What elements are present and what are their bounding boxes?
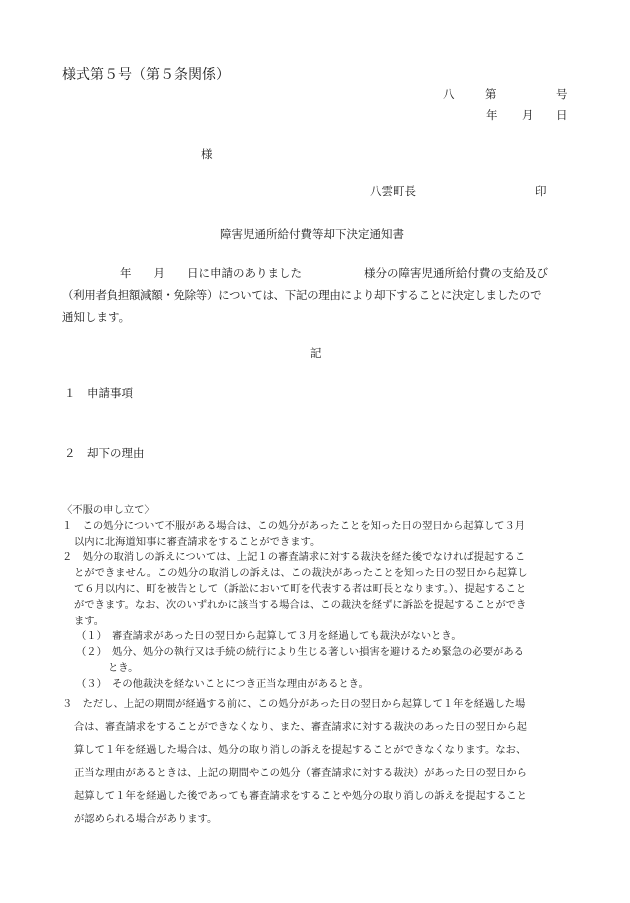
form-number: 様式第５号（第５条関係） (62, 67, 230, 83)
appeal-p1-line2: 以内に北海道知事に審査請求をすることができます。 (74, 535, 321, 548)
date-month: 月 (522, 108, 534, 122)
section-rejection-reason: ２ 却下の理由 (64, 446, 145, 460)
body-year: 年 (120, 266, 132, 280)
section-application-items: １ 申請事項 (64, 386, 133, 400)
date-year: 年 (486, 108, 498, 122)
appeal-p2-line3: て６月以内に、町を被告として（訴訟において町を代表する者は町長となります。）、提起すること (74, 582, 527, 595)
appeal-sub1: （１） 審査請求があった日の翌日から起算して３月を経過しても裁決がないとき。 (76, 630, 462, 643)
body-applicant-suffix: 様分の障害児通所給付費の支給及び (364, 266, 548, 280)
seal-mark: 印 (535, 184, 547, 198)
appeal-notice (62, 503, 574, 831)
body-month: 月 (153, 266, 165, 280)
document-title: 障害児通所給付費等却下決定通知書 (220, 227, 404, 241)
appeal-sub3: （３） その他裁決を経ないことにつき正当な理由があるとき。 (76, 677, 369, 690)
body-line-2: （利用者負担額減額・免除等）については、下記の理由により却下することに決定しましたので (62, 288, 542, 302)
issuer: 八雲町長 (370, 184, 416, 198)
body-line-3: 通知します。 (62, 310, 131, 324)
date-day: 日 (556, 108, 568, 122)
appeal-sub2-line2: とき。 (108, 661, 139, 674)
ki-marker: 記 (310, 346, 322, 360)
appeal-p2-line5: ます。 (74, 614, 105, 627)
appeal-p3-line1: ３ ただし、上記の期間が経過する前に、この処分があった日の翌日から起算して１年を経過した場 (62, 697, 526, 710)
appeal-p2-line2: とができません。この処分の取消しの訴えは、この裁決があったことを知った日の翌日から起算し (74, 567, 528, 580)
body-paragraph (62, 262, 572, 328)
appeal-p2-line1: ２ 処分の取消しの訴えについては、上記１の審査請求に対する裁決を経た後でなければ提起するこ (62, 551, 526, 564)
body-line-1 (62, 262, 572, 284)
body-applied: 日に申請のありました (187, 266, 302, 280)
appeal-heading: 〈不服の申し立て〉 (62, 504, 155, 516)
appeal-p2-line4: ができます。なお、次のいずれかに該当する場合は、この裁決を経ずに訴訟を提起することができ (74, 598, 527, 611)
appeal-sub2-line1: （２） 処分、処分の執行又は手続の続行により生じる著しい損害を避けるため緊急の必要がある (76, 646, 524, 659)
addressee: 様 (201, 147, 213, 161)
doc-number-dai: 第 (485, 87, 497, 101)
appeal-p1-line1: １ この処分について不服がある場合は、この処分があったことを知った日の翌日から起算して３月 (62, 519, 526, 532)
appeal-p3-line6: が認められる場合があります。 (74, 812, 218, 825)
doc-number-prefix: 八 (443, 87, 455, 101)
appeal-p3-line5: 起算して１年を経過した後であっても審査請求をすることや処分の取り消しの訴えを提起すること (74, 789, 527, 802)
appeal-p3-line3: 算して１年を経過した場合は、処分の取り消しの訴えを提起することができなくなります。なお、 (74, 743, 527, 756)
appeal-p3-line2: 合は、審査請求をすることができなくなり、また、審査請求に対する裁決のあった日の翌日から起 (74, 720, 527, 733)
appeal-p3-line4: 正当な理由があるときは、上記の期間やこの処分（審査請求に対する裁決）があった日の翌日から (74, 766, 527, 779)
doc-number-go: 号 (556, 87, 568, 101)
